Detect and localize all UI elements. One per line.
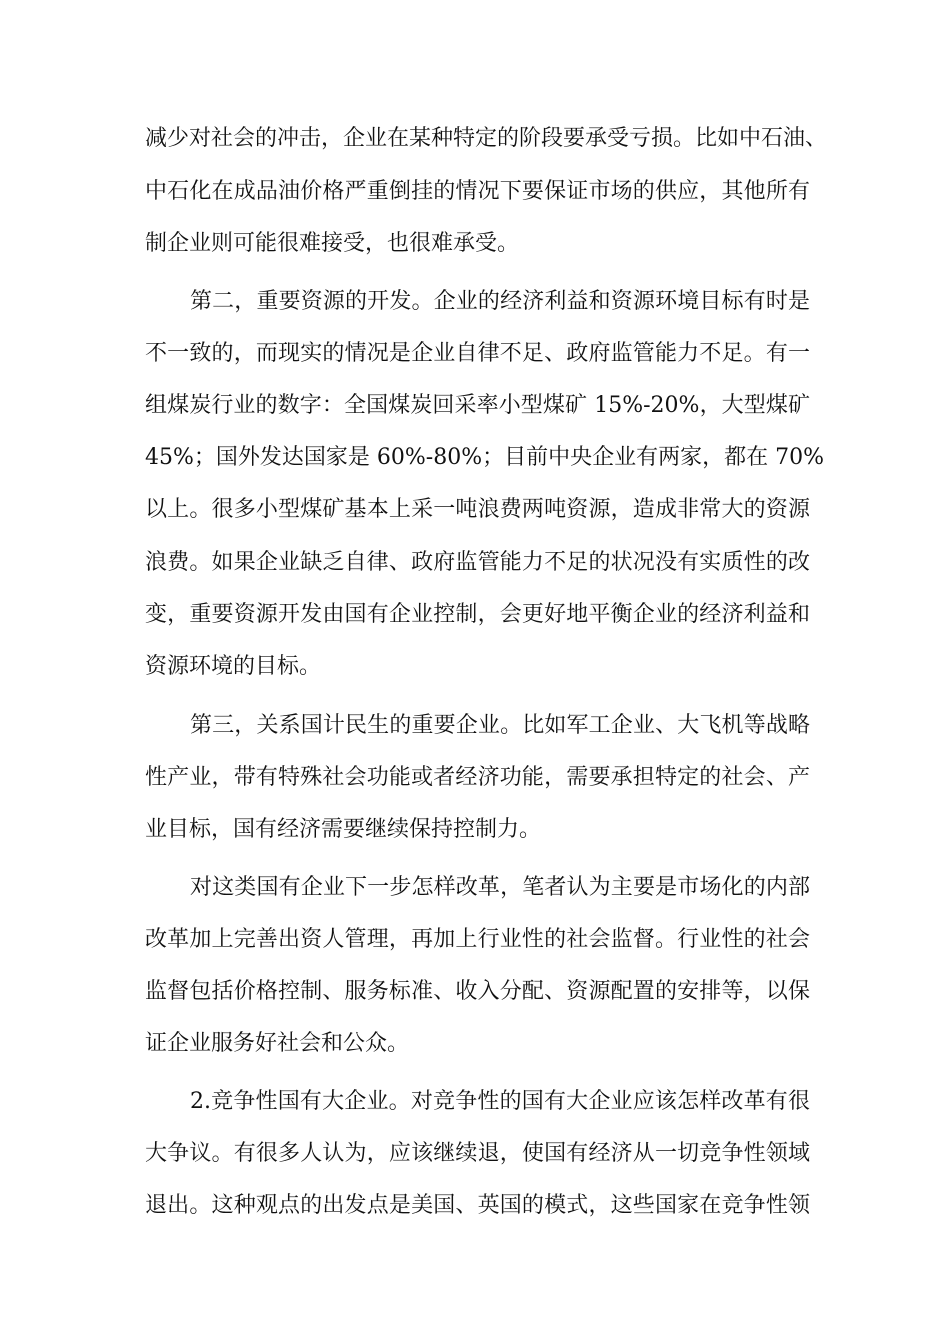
- text-line: 中石化在成品油价格严重倒挂的情况下要保证市场的供应，其他所有: [145, 179, 810, 204]
- text-line: 2.竞争性国有大企业。对竞争性的国有大企业应该怎样改革有很: [190, 1089, 810, 1114]
- text-line: 以上。很多小型煤矿基本上采一吨浪费两吨资源，造成非常大的资源: [145, 497, 810, 522]
- text-line: 性产业，带有特殊社会功能或者经济功能，需要承担特定的社会、产: [145, 765, 810, 790]
- text-line: 业目标，国有经济需要继续保持控制力。: [145, 817, 542, 842]
- text-line: 证企业服务好社会和公众。: [145, 1031, 410, 1056]
- text-line: 对这类国有企业下一步怎样改革，笔者认为主要是市场化的内部: [190, 875, 810, 900]
- text-line: 制企业则可能很难接受，也很难承受。: [145, 231, 520, 256]
- text-line: 变，重要资源开发由国有企业控制，会更好地平衡企业的经济利益和: [145, 602, 810, 627]
- text-line: 浪费。如果企业缺乏自律、政府监管能力不足的状况没有实质性的改: [145, 550, 810, 575]
- text-line: 不一致的，而现实的情况是企业自律不足、政府监管能力不足。有一: [145, 341, 810, 366]
- text-line: 减少对社会的冲击，企业在某种特定的阶段要承受亏损。比如中石油、: [145, 126, 828, 151]
- text-line: 监督包括价格控制、服务标准、收入分配、资源配置的安排等，以保: [145, 979, 810, 1004]
- text-line: 退出。这种观点的出发点是美国、英国的模式，这些国家在竞争性领: [145, 1193, 810, 1218]
- text-line: 大争议。有很多人认为，应该继续退，使国有经济从一切竞争性领域: [145, 1141, 810, 1166]
- text-line: 45%；国外发达国家是 60%-80%；目前中央企业有两家，都在 70%: [145, 445, 825, 470]
- text-line: 第二，重要资源的开发。企业的经济利益和资源环境目标有时是: [190, 289, 810, 314]
- text-line: 第三，关系国计民生的重要企业。比如军工企业、大飞机等战略: [190, 713, 810, 738]
- text-line: 组煤炭行业的数字：全国煤炭回采率小型煤矿 15%-20%，大型煤矿: [145, 393, 810, 418]
- text-line: 资源环境的目标。: [145, 654, 322, 679]
- text-line: 改革加上完善出资人管理，再加上行业性的社会监督。行业性的社会: [145, 927, 810, 952]
